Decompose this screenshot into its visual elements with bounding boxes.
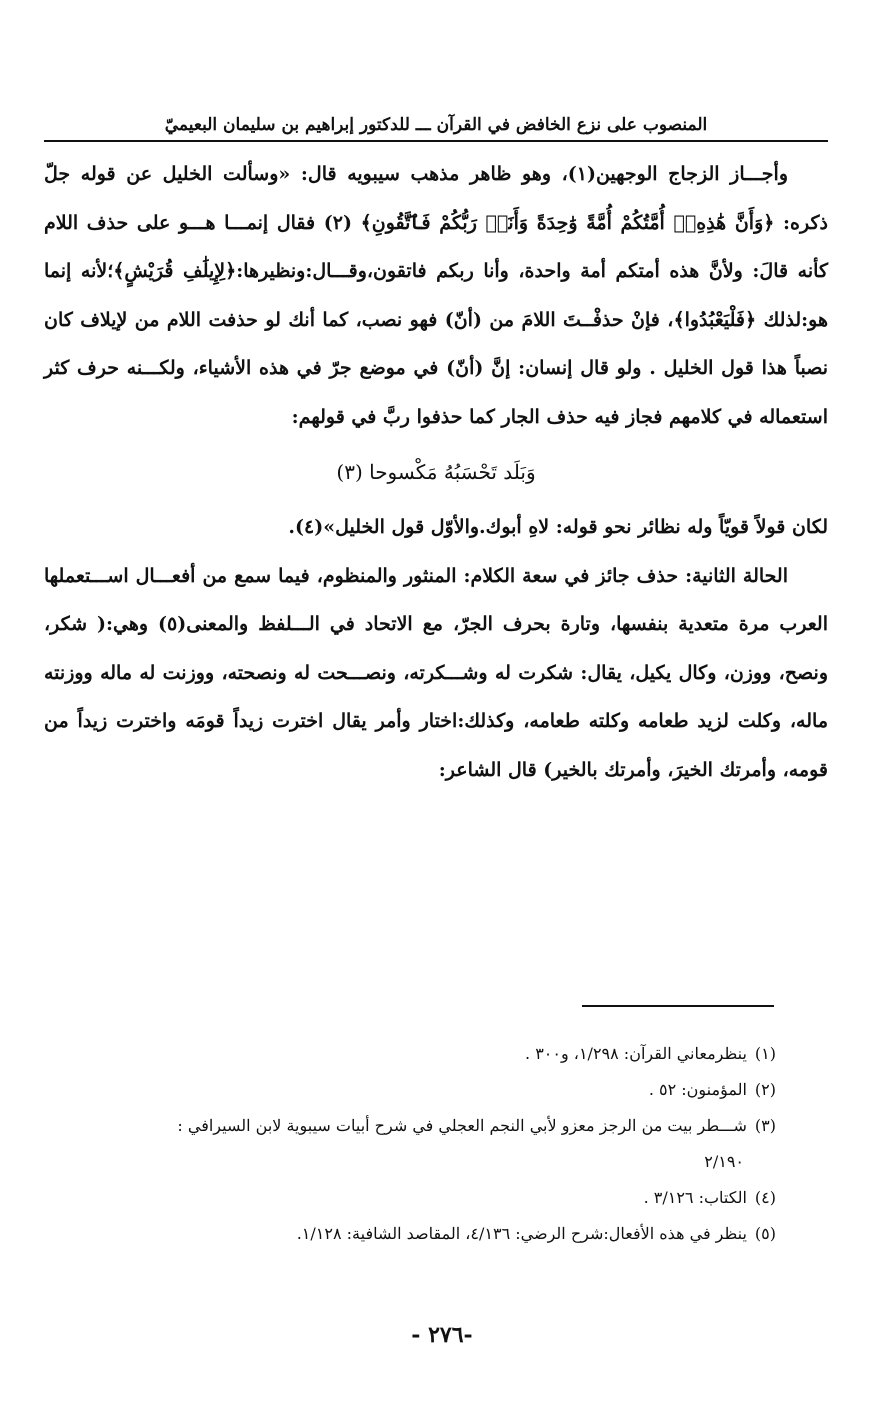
footnote-3 — [90, 1108, 776, 1144]
footnote-number: (٣) — [754, 1116, 776, 1135]
footnote-text: ينظرمعاني القرآن: ١/٢٩٨، و٣٠٠ . — [525, 1044, 747, 1063]
footnote-text: شـــطر بيت من الرجز معزو لأبي النجم العجلي في شرح أبيات سيبوية لابن السيرافي : — [177, 1116, 747, 1135]
footnote-text: الكتاب: ٣/١٢٦ . — [643, 1188, 747, 1207]
page-number: -٢٧٦ - — [411, 1322, 473, 1348]
footnote-5 — [90, 1216, 776, 1252]
footnote-rule — [582, 1005, 774, 1007]
footnotes — [90, 1036, 776, 1252]
footnote-number: (١) — [754, 1044, 776, 1063]
footnote-number: (٢) — [754, 1080, 776, 1099]
paragraph-2: لكان قولاً قويّاً وله نظائر نحو قوله: لاهِ أبوك.والأوّل قول الخليل»(٤). — [288, 516, 828, 538]
paragraph-1: وأجـــاز الزجاج الوجهين(١)، وهو ظاهر مذهب سيبويه قال: «وسألت الخليل عن قوله جلّ ذكره: ﴿وَأَنَّ هَٰذِهِۦٓ أُمَّتُكُمْ أُمَّةً وَٰحِدَةً وَأَنَا۠ رَبُّكُمْ فَٱتَّقُونِ﴾ (٢) فقال إنمـــا هـــو على حذف اللام كأنه قالَ: ولأنَّ هذه أمتكم أمة واحدة، وأنا ربكم فاتقون،وقـــال:ونظيرها:﴿لِإِيلَٰفِ قُرَيْشٍ﴾؛لأنه إنما هو:لذلك ﴿فَلْيَعْبُدُوا﴾، فإنْ حذفْــتَ اللامَ من (أنّ) فهو نصب، كما أنك لو حذفت اللام من لإيلاف كان نصباً هذا قول الخليل . ولو قال إنسان: إنَّ (أنّ) في موضع جرّ في هذه الأشياء، ولكـــنه حرف كثر استعماله في كلامهم فجاز فيه حذف الجار كما حذفوا ربَّ في قولهم: — [44, 163, 828, 428]
footnote-text: ينظر في هذه الأفعال:شرح الرضي: ٤/١٣٦، المقاصد الشافية: ١/١٢٨. — [296, 1224, 747, 1243]
footnote-1 — [90, 1036, 776, 1072]
paragraph-3: الحالة الثانية: حذف جائز في سعة الكلام: المنثور والمنظوم، فيما سمع من أفعـــال اســـتعملها العرب مرة متعدية بنفسها، وتارة بحرف الجرّ، مع الاتحاد في الـــلفظ والمعنى(٥) وهي:( شكر، ونصح، ووزن، وكال يكيل، يقال: شكرت له وشـــكرته، ونصـــحت له ونصحته، ووزنت له ماله ووزنته ماله، وكلت لزيد طعامه وكلته طعامه، وكذلك:اختار وأمر يقال اخترت زيداً قومَه واخترت زيداً من قومه، وأمرتك الخيرَ، وأمرتك بالخير) قال الشاعر: — [44, 564, 828, 781]
verse-line: وَبَلَد تَحْسَبُهُ مَكْسوحا (٣) — [336, 460, 536, 484]
running-head: المنصوب على نزع الخافض في القرآن ـــ للدكتور إبراهيم بن سليمان البعيميّ — [164, 115, 708, 135]
footnote-4 — [90, 1180, 776, 1216]
header-rule — [44, 140, 828, 142]
footnote-number: (٥) — [754, 1224, 776, 1243]
main-text — [44, 150, 828, 794]
footnote-2 — [90, 1072, 776, 1108]
footnote-3-continued — [90, 1144, 776, 1180]
footnote-text: ٢/١٩٠ — [704, 1152, 744, 1171]
footnote-number: (٤) — [754, 1188, 776, 1207]
footnote-text: المؤمنون: ٥٢ . — [648, 1080, 747, 1099]
